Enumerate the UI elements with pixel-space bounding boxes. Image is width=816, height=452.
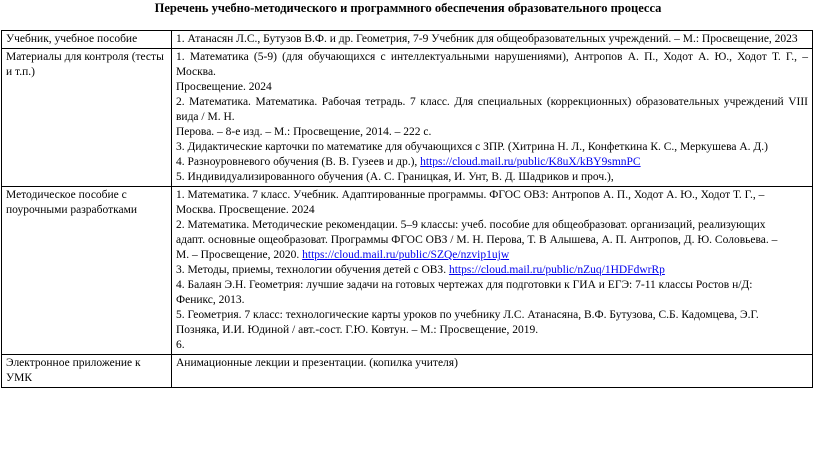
- line-text: Анимационные лекции и презентации. (копилка учителя): [176, 357, 458, 369]
- line-text: 2. Математика. Математика. Рабочая тетрадь. 7 класс. Для специальных (коррекционных) образовательных учреждений VIII вида / М. Н.: [176, 96, 808, 123]
- content-line: [176, 278, 808, 293]
- content-line: [176, 233, 808, 248]
- resource-link[interactable]: https://cloud.mail.ru/public/K8uX/kBY9smnPC: [420, 156, 641, 168]
- content-line: [176, 218, 808, 233]
- content-line: [176, 203, 808, 218]
- line-text: 5. Геометрия. 7 класс: технологические карты уроков по учебнику Л.С. Атанасяна, В.Ф. Бутузова, С.Б. Кадомцева, Э.Г.: [176, 309, 759, 321]
- resource-link[interactable]: https://cloud.mail.ru/public/nZuq/1HDFdwrRp: [448, 264, 665, 276]
- row-content: [172, 49, 813, 187]
- line-text: Просвещение. 2024: [176, 81, 272, 93]
- content-line: [176, 308, 808, 323]
- line-text: 3. Дидактические карточки по математике для обучающихся с ЗПР. (Хитрина Н. Л., Конфеткина К. С., Меркушева А. Д.): [176, 141, 768, 153]
- content-line: [176, 338, 808, 353]
- row-label: Материалы для контроля (тесты и т.п.): [2, 49, 172, 187]
- line-text: 1. Атанасян Л.С., Бутузов В.Ф. и др. Геометрия, 7-9 Учебник для общеобразовательных учреждений. – М.: Просвещение, 2023: [176, 33, 798, 45]
- content-line: [176, 323, 808, 338]
- row-content: [172, 187, 813, 355]
- table-row: [2, 49, 813, 187]
- line-text: 4. Балаян Э.Н. Геометрия: лучшие задачи на готовых чертежах для подготовки к ГИА и ЕГЭ: 7-11 классы Ростов н/Д:: [176, 279, 753, 291]
- content-line: [176, 248, 808, 263]
- line-text: 5. Индивидуализированного обучения (А. С. Границкая, И. Унт, В. Д. Шадриков и проч.),: [176, 171, 614, 183]
- content-line: [176, 356, 808, 371]
- line-text: Позняка, И.И. Юдиной / авт.-сост. Г.Ю. Ковтун. – М.: Просвещение, 2019.: [176, 324, 539, 336]
- content-line: [176, 50, 808, 80]
- content-line: [176, 155, 808, 170]
- resources-table: [1, 30, 813, 388]
- row-label: Электронное приложение к УМК: [2, 355, 172, 388]
- resource-link[interactable]: https://cloud.mail.ru/public/SZQe/nzvip1ujw: [302, 249, 510, 261]
- line-text: 6.: [176, 339, 185, 351]
- content-line: [176, 32, 808, 47]
- table-row: [2, 355, 813, 388]
- content-line: [176, 125, 808, 140]
- line-text: адапт. основные ощеобразоват. Программы ФГОС ОВЗ / М. Н. Перова, Т. В Алышева, А. П. Антропов, Д. Ю. Соловьева. –: [176, 234, 778, 246]
- line-text: 3. Методы, приемы, технологии обучения детей с ОВЗ.: [176, 264, 449, 276]
- table-row: [2, 31, 813, 49]
- line-text: М. – Просвещение, 2020.: [176, 249, 303, 261]
- line-text: 1. Математика (5-9) (для обучающихся с интеллектуальными нарушениями), Антропов А. П., Ходот А. Ю., Ходот Т. Г., – Москва.: [176, 51, 808, 78]
- row-content: [172, 355, 813, 388]
- line-text: 4. Разноуровневого обучения (В. В. Гузеев и др.),: [176, 156, 421, 168]
- line-text: 2. Математика. Методические рекомендации. 5–9 классы: учеб. пособие для общеобразоват. организаций, реализующих: [176, 219, 766, 231]
- content-line: [176, 140, 808, 155]
- line-text: Москва. Просвещение. 2024: [176, 204, 315, 216]
- row-label: Методическое пособие с поурочными разработками: [2, 187, 172, 355]
- line-text: 1. Математика. 7 класс. Учебник. Адаптированные программы. ФГОС ОВЗ: Антропов А. П., Ходот А. Ю., Ходот Т. Г., –: [176, 189, 765, 201]
- content-line: [176, 95, 808, 125]
- row-content: [172, 31, 813, 49]
- page-title: Перечень учебно-методического и программного обеспечения образовательного процесса: [154, 1, 662, 15]
- line-text: Перова. – 8-е изд. – М.: Просвещение, 2014. – 222 с.: [176, 126, 432, 138]
- line-text: Феникс, 2013.: [176, 294, 245, 306]
- content-line: [176, 293, 808, 308]
- row-label: Учебник, учебное пособие: [2, 31, 172, 49]
- content-line: [176, 188, 808, 203]
- content-line: [176, 80, 808, 95]
- content-line: [176, 170, 808, 185]
- content-line: [176, 263, 808, 278]
- table-row: [2, 187, 813, 355]
